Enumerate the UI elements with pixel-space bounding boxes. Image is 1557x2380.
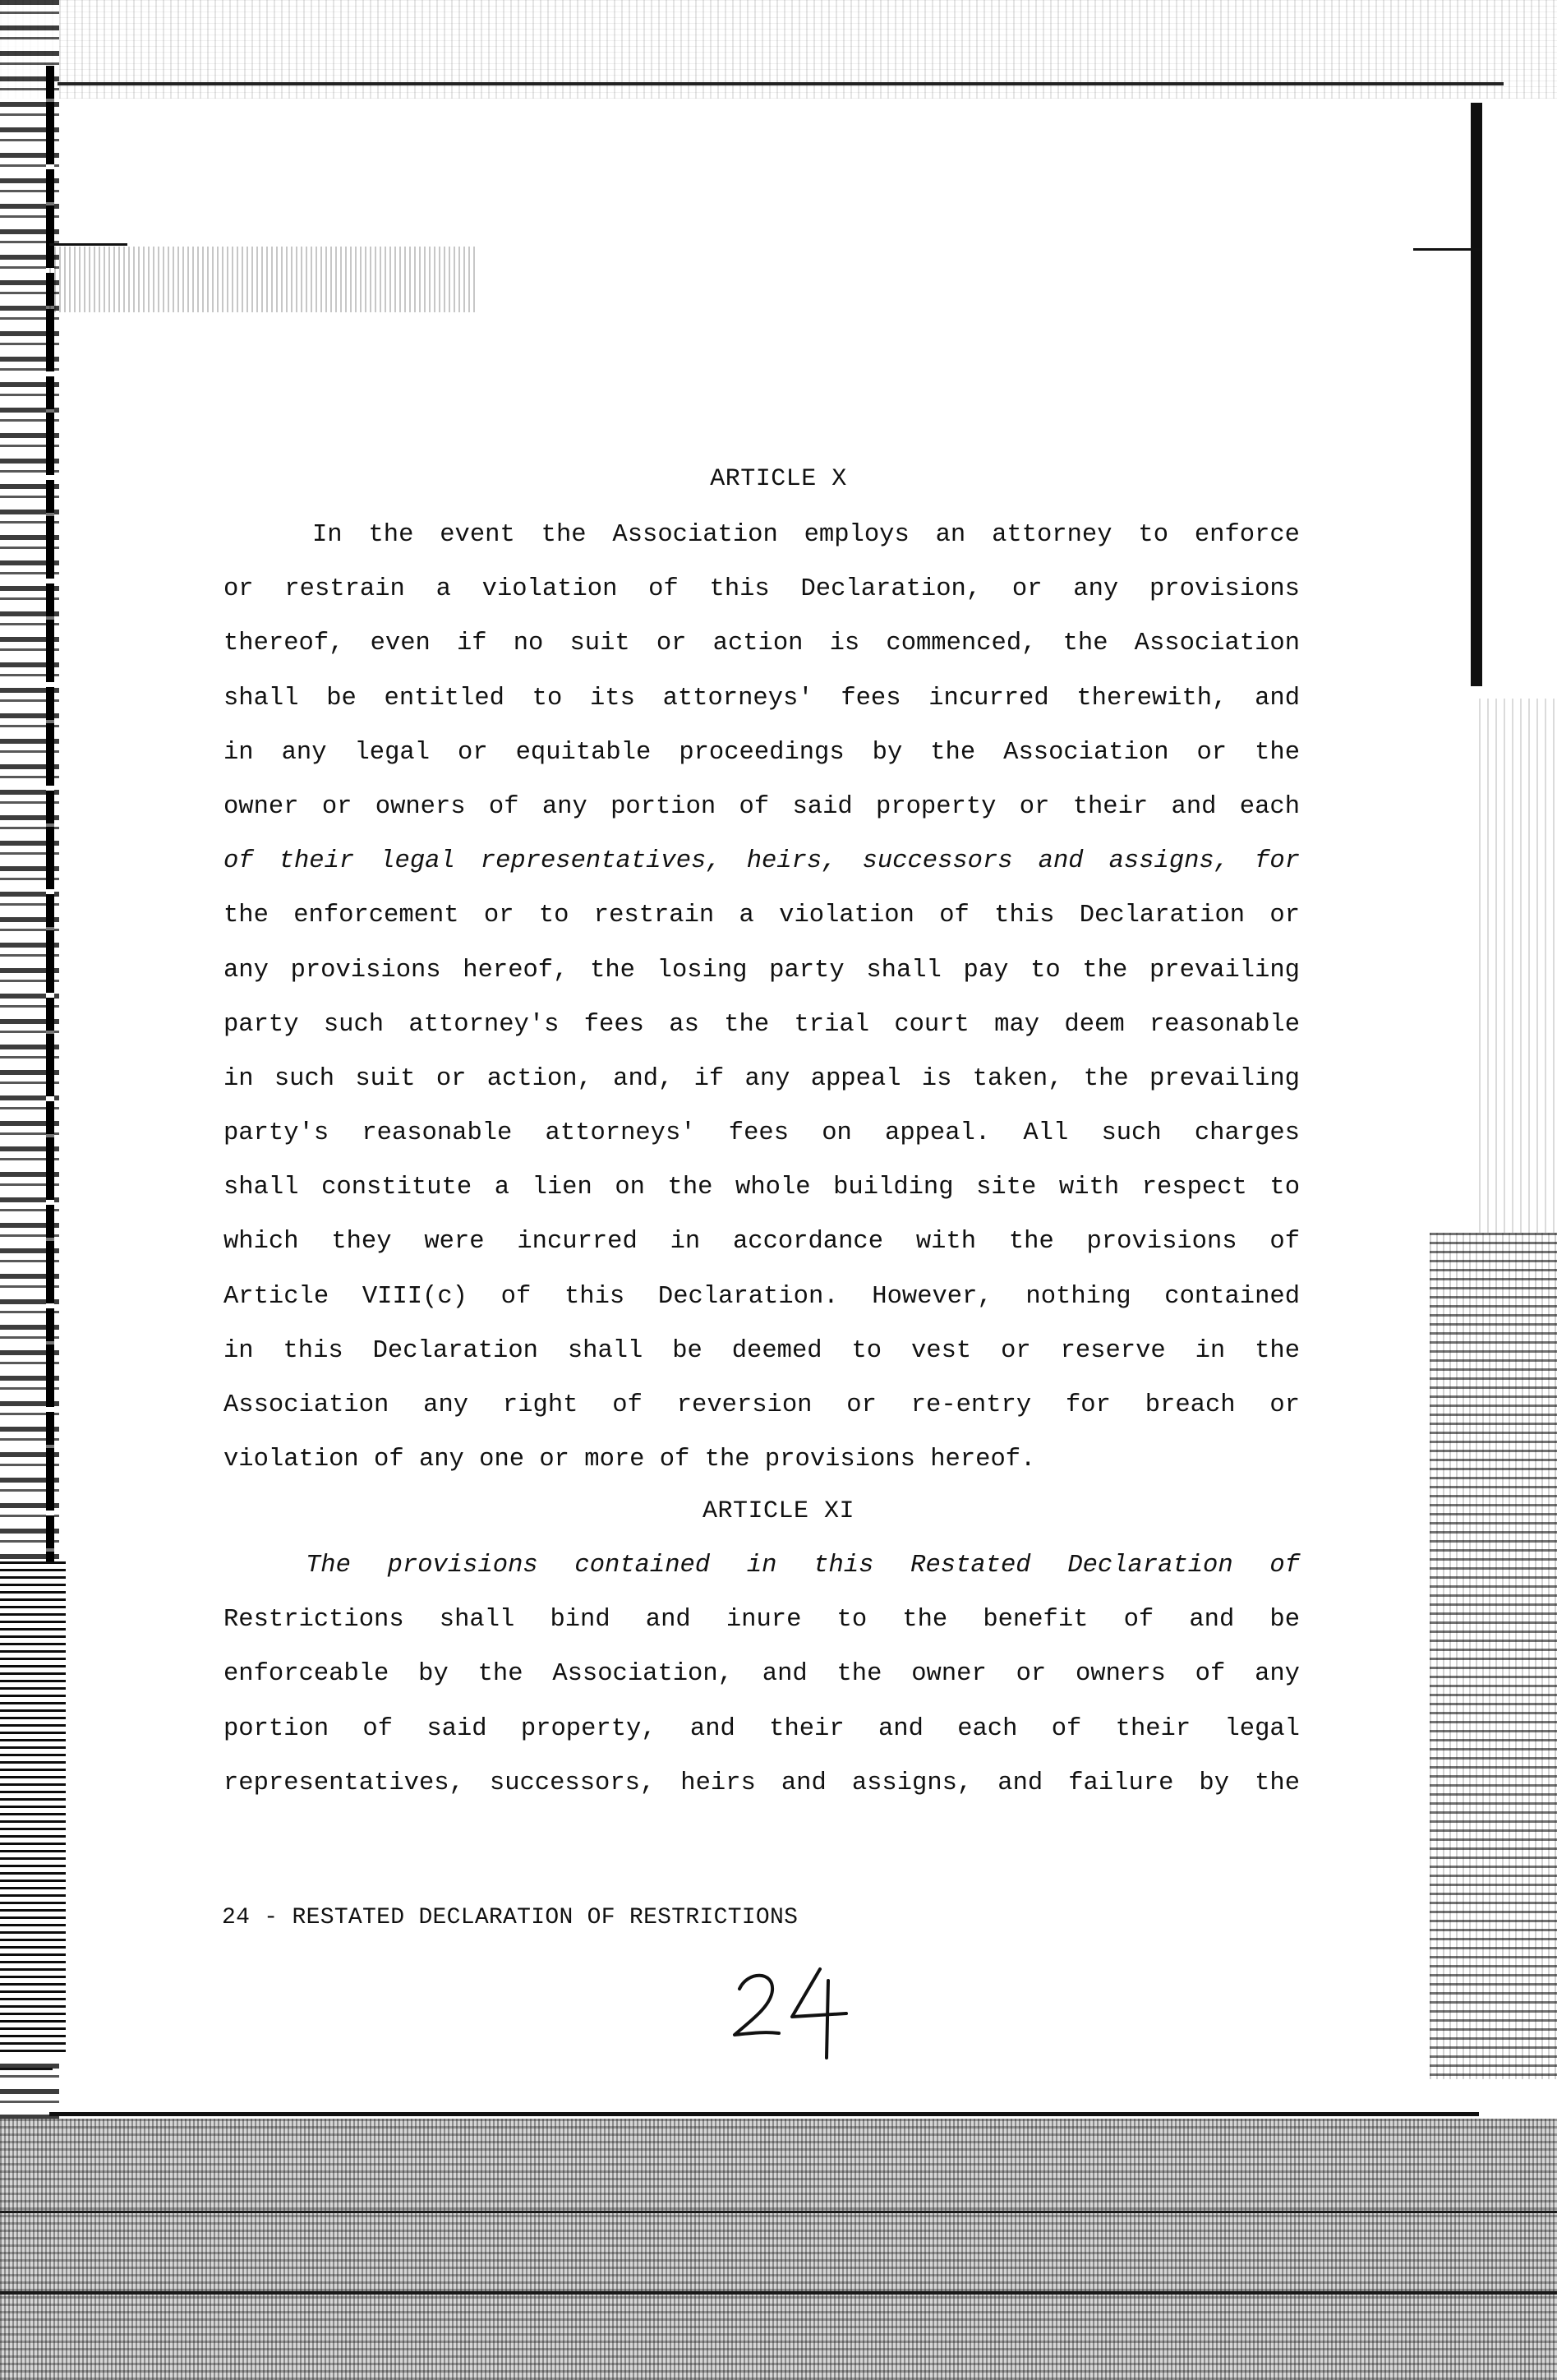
scan-top-border (58, 82, 1504, 85)
article-xi-body (223, 1538, 1300, 1810)
scan-noise-bottom (0, 2119, 1557, 2380)
text-line: representatives, successors, heirs and assigns, and failure by the (223, 1769, 1300, 1797)
scan-bottom-border (49, 2112, 1479, 2116)
scan-left-tick (49, 243, 127, 246)
scan-left-bottom-mark (0, 2068, 53, 2070)
scan-bottom-rule (0, 2291, 1557, 2295)
scan-bottom-rule (0, 2211, 1557, 2213)
text-line: enforceable by the Association, and the owner or owners of any (223, 1660, 1300, 1689)
text-line: in this Declaration shall be deemed to vest or reserve in the (223, 1336, 1300, 1365)
text-line: Article VIII(c) of this Declaration. However, nothing contained (223, 1282, 1300, 1311)
text-line: in such suit or action, and, if any appeal is taken, the prevailing (223, 1064, 1300, 1093)
handwritten-page-number (723, 1956, 871, 2063)
text-line: thereof, even if no suit or action is commenced, the Association (223, 630, 1300, 658)
text-line: the enforcement or to restrain a violation of this Declaration or (223, 902, 1300, 930)
text-line: party's reasonable attorneys' fees on appeal. All such charges (223, 1119, 1300, 1148)
scan-right-tick (1413, 248, 1482, 251)
article-x-body (223, 508, 1300, 1487)
text-line: any provisions hereof, the losing party shall pay to the prevailing (223, 956, 1300, 985)
text-line: or restrain a violation of this Declaration, or any provisions (223, 575, 1300, 604)
text-line: shall constitute a lien on the whole building site with respect to (223, 1174, 1300, 1202)
text-line: shall be entitled to its attorneys' fees incurred therewith, and (223, 684, 1300, 713)
text-line: owner or owners of any portion of said property or their and each (223, 792, 1300, 821)
scan-right-bar (1471, 103, 1482, 686)
text-line: portion of said property, and their and each of their legal (223, 1714, 1300, 1743)
text-line: Association any right of reversion or re-entry for breach or (223, 1391, 1300, 1419)
article-x-heading: ARTICLE X (710, 465, 847, 493)
text-line: in any legal or equitable proceedings by the Association or the (223, 738, 1300, 767)
text-line: violation of any one or more of the provisions hereof. (223, 1446, 1036, 1474)
page-footer: 24 - RESTATED DECLARATION OF RESTRICTIONS (222, 1905, 799, 1930)
text-line: Restrictions shall bind and inure to the benefit of and be (223, 1606, 1300, 1635)
text-line: The provisions contained in this Restated Declaration of (306, 1552, 1300, 1580)
text-line: In the event the Association employs an attorney to enforce (312, 521, 1300, 549)
text-line: of their legal representatives, heirs, successors and assigns, for (223, 847, 1300, 876)
scan-noise-right (1430, 1233, 1557, 2079)
scan-noise-band (49, 247, 477, 312)
text-line: party such attorney's fees as the trial court may deem reasonable (223, 1010, 1300, 1039)
text-line: which they were incurred in accordance with the provisions of (223, 1228, 1300, 1257)
article-xi-heading: ARTICLE XI (702, 1497, 855, 1525)
scan-right-edge (1479, 699, 1557, 1233)
scan-noise-left-lower (0, 1561, 66, 2055)
